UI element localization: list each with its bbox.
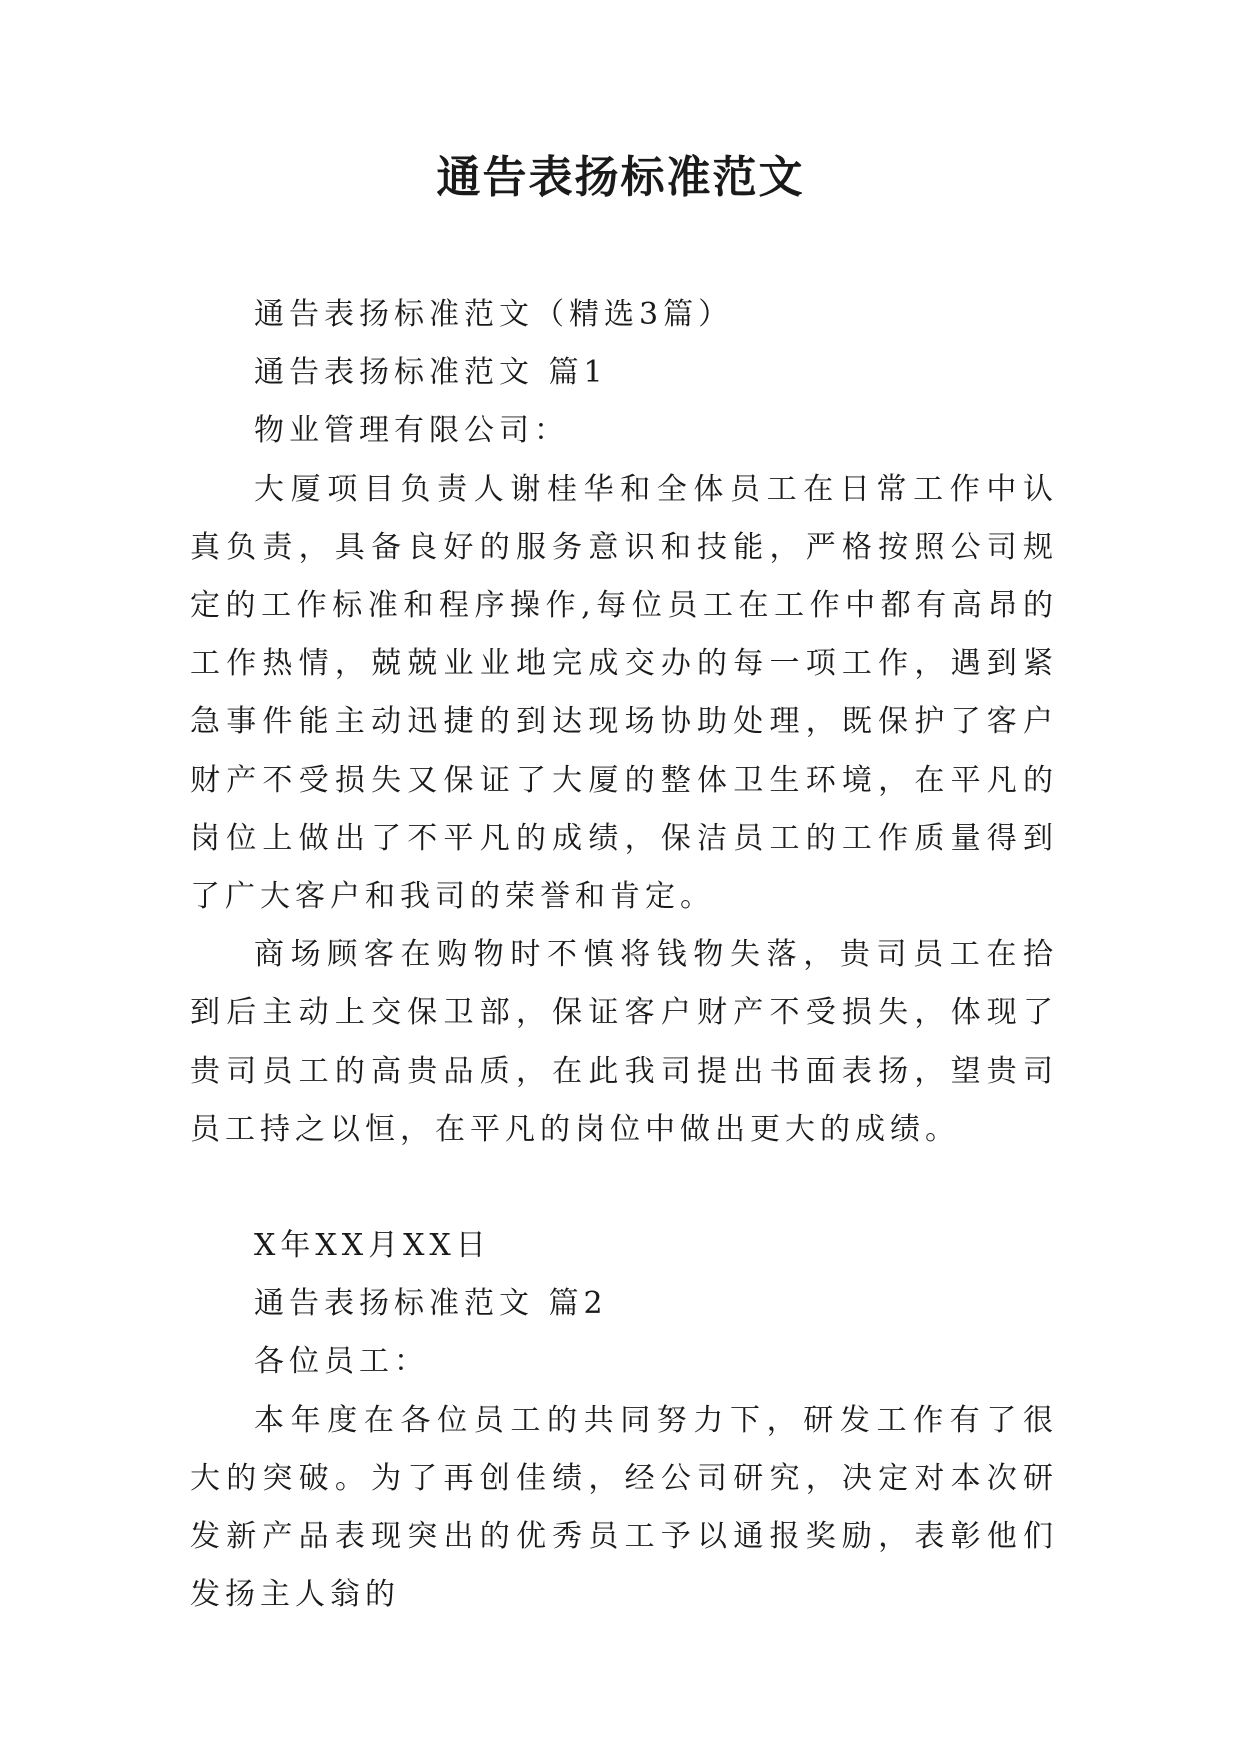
- blank-line: [190, 1159, 1058, 1217]
- section-1-heading: 通告表扬标准范文 篇1: [254, 355, 608, 391]
- section-1-paragraph: 商场顾客在购物时不慎将钱物失落，贵司员工在拾到后主动上交保卫部，保证客户财产不受损失，体现了贵司员工的高贵品质，在此我司提出书面表扬，望贵司员工持之以恒，在平凡的岗位中做出更大的成绩。: [190, 937, 1058, 1147]
- section-1-salutation: 物业管理有限公司：: [254, 413, 569, 449]
- section-2-heading: 通告表扬标准范文 篇2: [254, 1286, 608, 1322]
- section-2-salutation: 各位员工：: [254, 1344, 429, 1380]
- document-body: [190, 286, 1058, 1624]
- section-1-paragraph: 大厦项目负责人谢桂华和全体员工在日常工作中认真负责，具备良好的服务意识和技能，严格按照公司规定的工作标准和程序操作,每位员工在工作中都有高昂的工作热情，兢兢业业地完成交办的每一项工作，遇到紧急事件能主动迅捷的到达现场协助处理，既保护了客户财产不受损失又保证了大厦的整体卫生环境，在平凡的岗位上做出了不平凡的成绩，保洁员工的工作质量得到了广大客户和我司的荣誉和肯定。: [190, 471, 1058, 915]
- document-title: 通告表扬标准范文: [436, 152, 805, 203]
- section-2-paragraph: 本年度在各位员工的共同努力下，研发工作有了很大的突破。为了再创佳绩，经公司研究，决定对本次研发新产品表现突出的优秀员工予以通报奖励，表彰他们发扬主人翁的: [190, 1402, 1058, 1613]
- section-1-date: X年XX月XX日: [254, 1228, 491, 1264]
- document-subtitle: 通告表扬标准范文（精选3篇）: [254, 297, 734, 332]
